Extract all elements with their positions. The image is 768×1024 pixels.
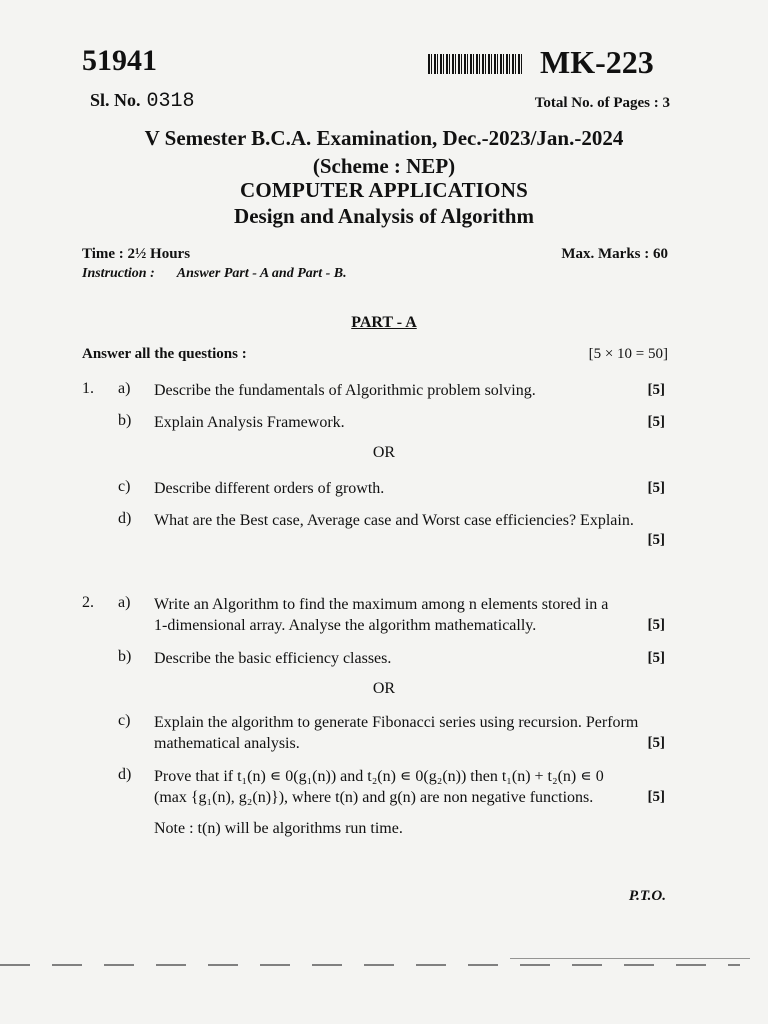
question-marks: [5]	[647, 617, 665, 633]
sub-label: d)	[118, 510, 132, 527]
or-separator: OR	[372, 680, 396, 697]
scheme: (Scheme : NEP)	[312, 154, 456, 178]
question-text: What are the Best case, Average case and Worst case efficiencies? Explain.	[154, 512, 634, 529]
barcode-image	[428, 54, 524, 74]
question-text: mathematical analysis.	[154, 735, 300, 752]
footer-rule	[510, 958, 750, 959]
exam-title: V Semester B.C.A. Examination, Dec.-2023/Jan.-2024	[144, 126, 624, 150]
subject-area: COMPUTER APPLICATIONS	[240, 178, 528, 202]
instruction-text: Answer Part - A and Part - B.	[176, 266, 347, 281]
question-marks: [5]	[647, 650, 665, 666]
sub-label: c)	[118, 478, 131, 495]
instruction-label: Instruction :	[82, 266, 155, 281]
total-pages: Total No. of Pages : 3	[534, 95, 670, 111]
question-text: Describe the fundamentals of Algorithmic problem solving.	[154, 382, 536, 399]
sub-label: d)	[118, 766, 132, 783]
serial-number-value: 0318	[146, 90, 195, 113]
sub-label: c)	[118, 712, 131, 729]
sub-label: a)	[118, 380, 131, 397]
question-text: Explain Analysis Framework.	[154, 414, 345, 431]
sub-label: a)	[118, 594, 131, 611]
instruction	[82, 266, 347, 282]
time-allowed: Time : 2½ Hours	[82, 246, 191, 262]
max-marks: Max. Marks : 60	[561, 246, 668, 262]
course-title: Design and Analysis of Algorithm	[234, 204, 534, 228]
serial-number-label: Sl. No.	[90, 90, 141, 110]
part-a-marks: [5 × 10 = 50]	[588, 346, 668, 362]
question-marks: [5]	[647, 735, 665, 751]
note-text: Note : t(n) will be algorithms run time.	[154, 820, 403, 837]
question-text: Write an Algorithm to find the maximum among n elements stored in a	[154, 596, 609, 613]
please-turn-over: P.T.O.	[628, 888, 666, 904]
question-text: Explain the algorithm to generate Fibonacci series using recursion. Perform	[154, 714, 639, 731]
footer-dashed-line	[0, 964, 740, 966]
question-marks: [5]	[647, 382, 665, 398]
answer-all-instruction: Answer all the questions :	[82, 346, 247, 362]
question-text: 1-dimensional array. Analyse the algorithm mathematically.	[154, 617, 537, 634]
question-marks: [5]	[647, 414, 665, 430]
sub-label: b)	[118, 648, 132, 665]
mk-code: MK-223	[540, 44, 654, 80]
question-marks: [5]	[647, 532, 665, 548]
question-text: Prove that if t₁(n) ∊ 0(g₁(n)) and t₂(n) ∊ 0(g₂(n)) then t₁(n) + t₂(n) ∊ 0	[154, 768, 604, 785]
sub-label: b)	[118, 412, 132, 429]
question-text: (max {g₁(n), g₂(n)}), where t(n) and g(n) are non negative functions.	[154, 789, 594, 806]
or-separator: OR	[372, 444, 396, 461]
paper-code: 51941	[82, 44, 157, 77]
serial-number	[90, 90, 195, 113]
part-a-heading: PART - A	[351, 314, 417, 331]
question-number: 2.	[82, 594, 94, 611]
question-number: 1.	[82, 380, 94, 397]
question-text: Describe different orders of growth.	[154, 480, 385, 497]
question-marks: [5]	[647, 789, 665, 805]
question-text: Describe the basic efficiency classes.	[154, 650, 392, 667]
question-marks: [5]	[647, 480, 665, 496]
